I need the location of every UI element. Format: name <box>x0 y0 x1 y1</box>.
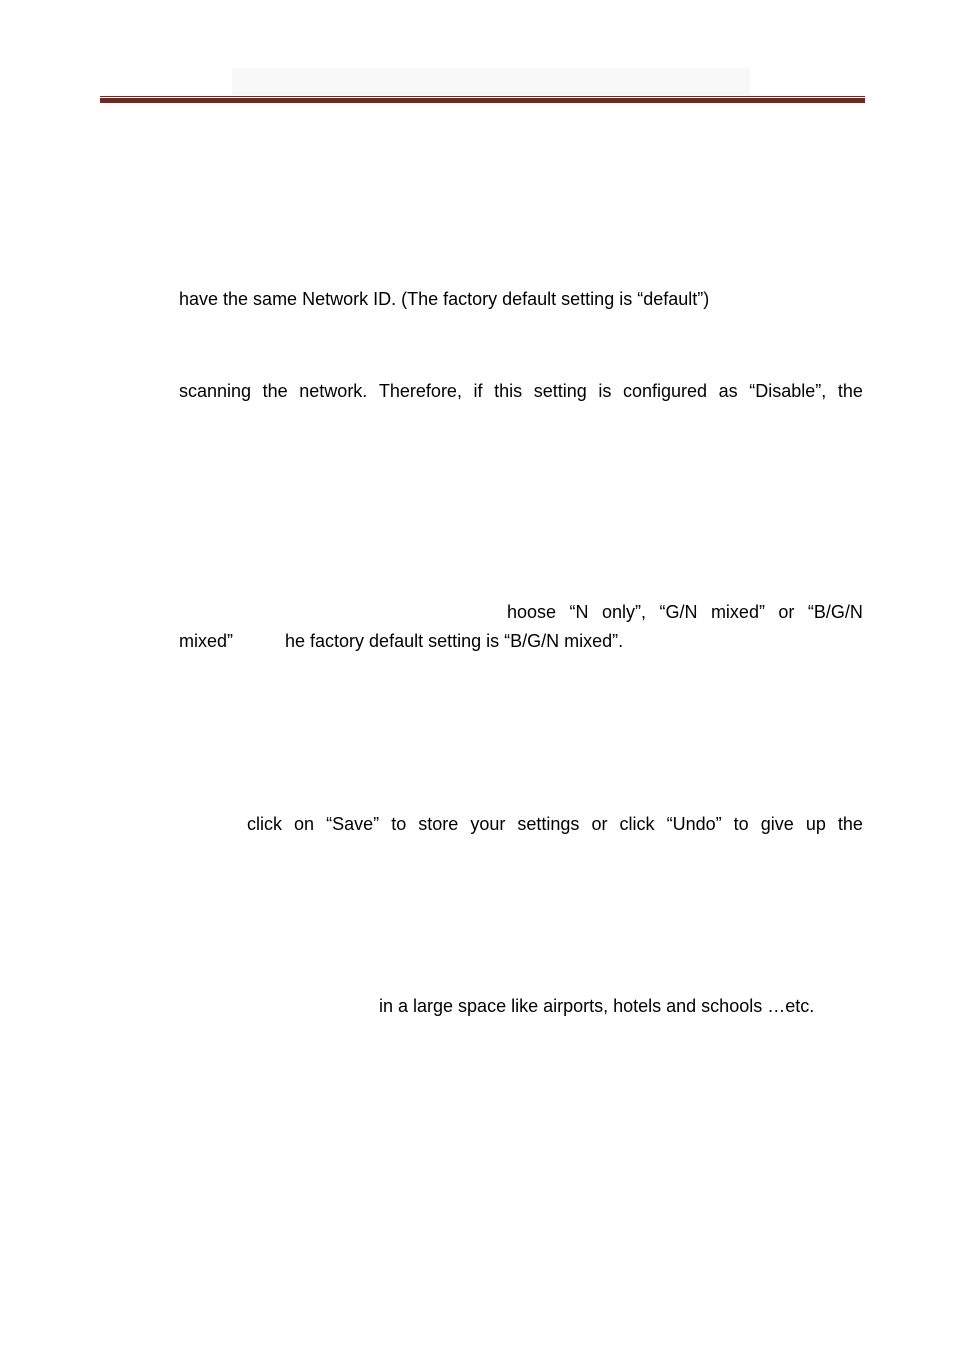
word: your <box>470 814 506 834</box>
text-scanning-network <box>179 380 863 402</box>
text-factory-default-mode: he factory default setting is “B/G/N mixed”. <box>285 631 624 651</box>
word: is <box>598 381 612 401</box>
header-rule-thin <box>100 96 865 97</box>
word: the <box>262 381 288 401</box>
word: only”, <box>601 602 646 622</box>
word: mixed” <box>710 602 765 622</box>
text-mixed-word: mixed” <box>179 631 234 651</box>
word: the <box>837 381 863 401</box>
word: the <box>837 814 863 834</box>
word: to <box>391 814 407 834</box>
word: click <box>247 814 282 834</box>
header-rule-thick <box>100 98 865 103</box>
word: if <box>473 381 483 401</box>
word: Therefore, <box>378 381 462 401</box>
word: configured <box>622 381 708 401</box>
word: “Undo” <box>666 814 722 834</box>
word: or <box>591 814 608 834</box>
word: “Disable”, <box>749 381 827 401</box>
text-large-space: in a large space like airports, hotels and schools …etc. <box>379 996 815 1016</box>
word: settings <box>517 814 580 834</box>
word: give <box>760 814 794 834</box>
text-save-undo <box>247 813 863 835</box>
word: network. <box>299 381 368 401</box>
word: “G/N <box>659 602 698 622</box>
header-band <box>232 68 750 95</box>
word: up <box>805 814 826 834</box>
text-network-id: have the same Network ID. (The factory default setting is “default”) <box>179 289 710 309</box>
word: scanning <box>179 381 252 401</box>
word: as <box>718 381 738 401</box>
word: on <box>294 814 315 834</box>
word: “N <box>569 602 589 622</box>
word: or <box>778 602 795 622</box>
word: to <box>733 814 749 834</box>
word: this <box>494 381 523 401</box>
word: click <box>619 814 655 834</box>
word: “B/G/N <box>807 602 863 622</box>
word: “Save” <box>326 814 380 834</box>
word: store <box>418 814 459 834</box>
word: hoose <box>507 602 557 622</box>
text-choose-mode <box>507 601 863 623</box>
word: setting <box>533 381 587 401</box>
